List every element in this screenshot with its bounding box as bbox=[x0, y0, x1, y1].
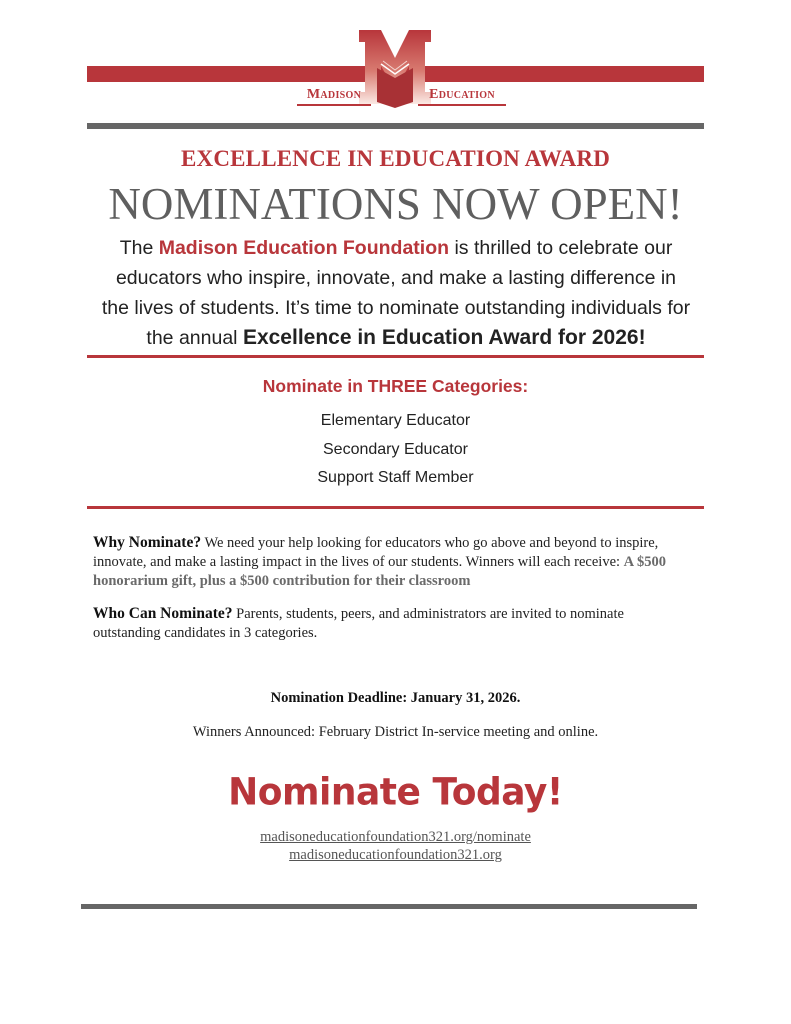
nomination-deadline: Nomination Deadline: January 31, 2026. bbox=[270, 690, 521, 706]
intro-prefix: The bbox=[119, 237, 159, 259]
why-nominate-label: Why Nominate? bbox=[93, 534, 202, 551]
logo-text-madison: Madison bbox=[297, 86, 371, 106]
intro-paragraph bbox=[100, 233, 692, 353]
award-emphasis: Excellence in Education Award for 2026! bbox=[242, 326, 646, 349]
why-nominate-paragraph bbox=[93, 533, 693, 591]
footer-gray-rule bbox=[81, 904, 697, 909]
categories-list bbox=[0, 407, 791, 493]
why-nominate-text: We need your help looking for educators who go above and beyond to inspire, innovate, and make a lasting impact in the lives of our students. Winners will each receive: bbox=[93, 535, 659, 570]
intro-body: is thrilled to celebrate our educators who inspire, innovate, and make a lasting difference in the lives of students. It’s time to nominate outstanding individuals for the annual bbox=[101, 237, 691, 349]
nominate-link[interactable]: madisoneducationfoundation321.org/nominate bbox=[260, 829, 531, 845]
categories-heading: Nominate in THREE Categories: bbox=[262, 376, 529, 396]
nominate-today-heading: Nominate Today! bbox=[228, 770, 563, 815]
who-can-nominate-text: Parents, students, peers, and administrators are invited to nominate outstanding candidates in 3 categories. bbox=[93, 606, 624, 641]
category-item: Support Staff Member bbox=[317, 469, 474, 486]
page-title: NOMINATIONS NOW OPEN! bbox=[108, 179, 683, 229]
who-can-nominate-paragraph bbox=[93, 604, 693, 643]
divider-red bbox=[87, 355, 704, 358]
foundation-website-link[interactable]: madisoneducationfoundation321.org bbox=[289, 847, 502, 863]
foundation-name: Madison Education Foundation bbox=[158, 237, 450, 259]
award-heading: EXCELLENCE IN EDUCATION AWARD bbox=[180, 146, 611, 171]
divider-red bbox=[87, 506, 704, 509]
category-item: Secondary Educator bbox=[323, 440, 468, 458]
prize-text: A $500 honorarium gift, plus a $500 contribution for their classroom bbox=[93, 554, 666, 589]
links-block bbox=[0, 828, 791, 864]
category-item: Elementary Educator bbox=[320, 412, 471, 429]
logo-text-education: Education bbox=[418, 86, 506, 106]
header-gray-rule bbox=[87, 123, 704, 129]
who-can-nominate-label: Who Can Nominate? bbox=[93, 605, 233, 622]
winners-announced: Winners Announced: February District In-service meeting and online. bbox=[192, 724, 599, 740]
